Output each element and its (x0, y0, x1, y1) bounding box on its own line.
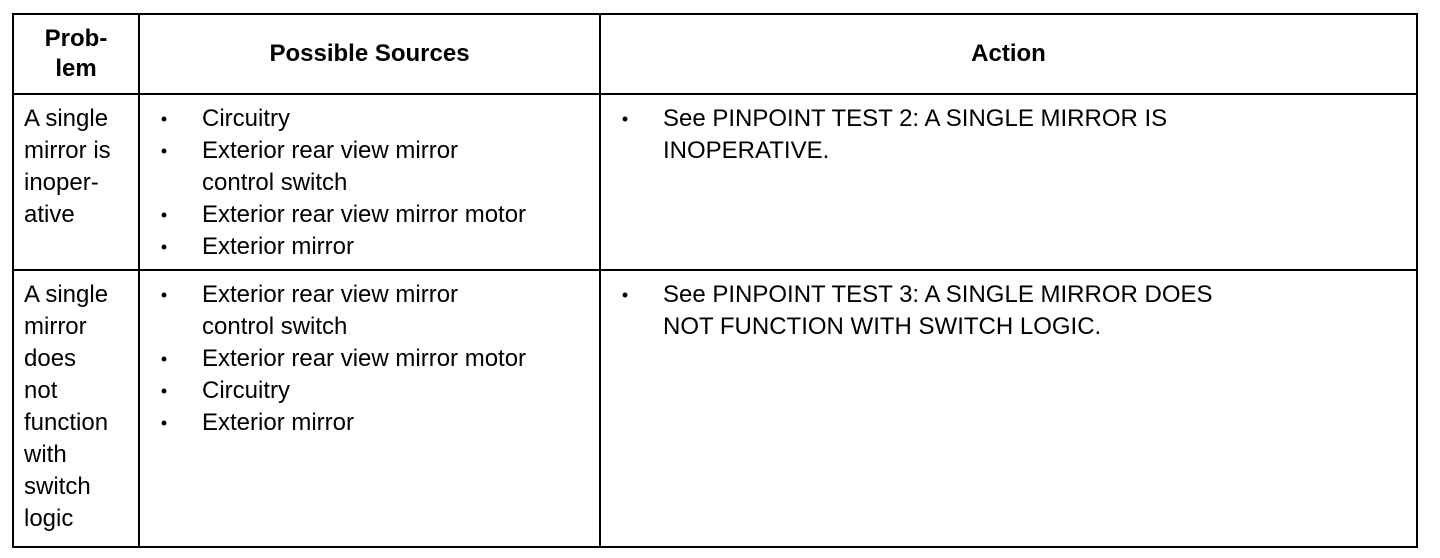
source-text: Circuitry (202, 105, 290, 132)
problem-cell (13, 270, 139, 547)
action-list (601, 271, 1416, 343)
header-action: Action (600, 14, 1417, 94)
source-text: Exterior rear view mirror control switch (202, 137, 459, 196)
header-problem: Prob- lem (13, 14, 139, 94)
list-item (140, 343, 599, 375)
action-text: See PINPOINT TEST 3: A SINGLE MIRROR DOES NOT FUNCTION WITH SWITCH LOGIC. (663, 281, 1213, 340)
bullet-icon: • (621, 285, 629, 305)
list-item (140, 407, 599, 439)
problem-cell (13, 94, 139, 270)
sources-list (140, 271, 599, 439)
bullet-icon: • (160, 205, 168, 225)
action-list (601, 95, 1416, 167)
sources-cell (139, 270, 600, 547)
header-possible-sources: Possible Sources (139, 14, 600, 94)
bullet-icon: • (160, 413, 168, 433)
source-text: Exterior mirror (202, 233, 355, 260)
source-text: Exterior rear view mirror control switch (202, 281, 459, 340)
source-text: Circuitry (202, 377, 290, 404)
header-row (13, 14, 1417, 94)
bullet-icon: • (160, 381, 168, 401)
sources-list (140, 95, 599, 263)
source-text: Exterior rear view mirror motor (202, 345, 527, 372)
list-item (601, 279, 1416, 343)
problem-text: A single mirror is inoper- ative (24, 105, 111, 228)
bullet-icon: • (160, 285, 168, 305)
diagnostic-table (12, 13, 1418, 548)
bullet-icon: • (160, 109, 168, 129)
list-item (140, 103, 599, 135)
source-text: Exterior rear view mirror motor (202, 201, 527, 228)
list-item (140, 199, 599, 231)
table-row (13, 94, 1417, 270)
sources-cell (139, 94, 600, 270)
list-item (601, 103, 1416, 167)
list-item (140, 375, 599, 407)
bullet-icon: • (621, 109, 629, 129)
action-cell (600, 270, 1417, 547)
table-row (13, 270, 1417, 547)
list-item (140, 135, 599, 199)
problem-text: A single mirror does not function with switch logic (24, 281, 109, 532)
action-text: See PINPOINT TEST 2: A SINGLE MIRROR IS INOPERATIVE. (663, 105, 1168, 164)
bullet-icon: • (160, 349, 168, 369)
list-item (140, 231, 599, 263)
source-text: Exterior mirror (202, 409, 355, 436)
list-item (140, 279, 599, 343)
action-cell (600, 94, 1417, 270)
bullet-icon: • (160, 141, 168, 161)
bullet-icon: • (160, 237, 168, 257)
